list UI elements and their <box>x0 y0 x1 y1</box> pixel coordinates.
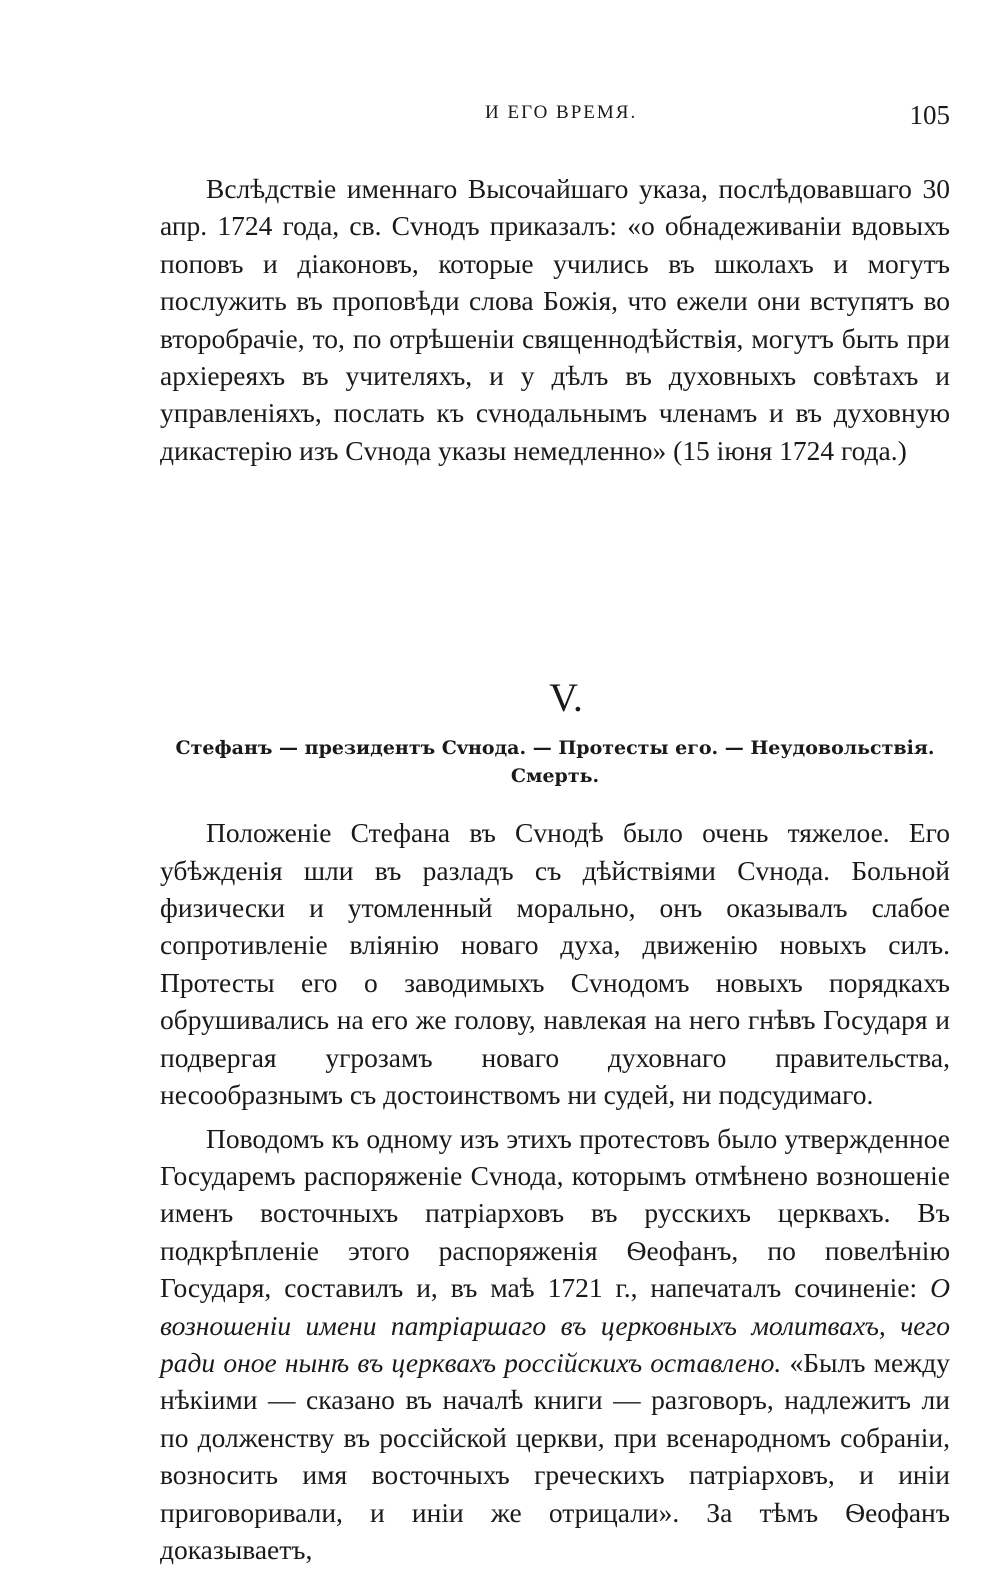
running-title: И ЕГО ВРЕМЯ. <box>485 102 638 123</box>
page-number: 105 <box>909 100 950 130</box>
paragraph-stefan-position: Положеніе Стефана въ Сvнодѣ было очень тяжелое. Его убѣжденія шли въ разладъ съ дѣйствіями Сvнода. Больной физически и утомленный морально, онъ оказывалъ слабое сопротивленіе вліянію новаго духа, движенію новыхъ силъ. Протесты его о заводимыхъ Сvнодомъ новыхъ порядкахъ обрушивались на его же голову, навлекая на него гнѣвъ Государя и подвергая угрозамъ новаго духовнаго правительства, несообразнымъ съ достоинствомъ ни судей, ни подсудимаго. <box>160 817 950 1111</box>
paragraph-decree: Вслѣдствіе именнаго Высочайшаго указа, послѣдовавшаго 30 апр. 1724 года, св. Сvнодъ приказалъ: «о обнадеживаніи вдовыхъ поповъ и діаконовъ, которые учились въ школахъ и могутъ послужить въ проповѣди слова Божія, что ежели они вступятъ во второбрачіе, то, по отрѣшеніи священнодѣйствія, могутъ быть при архіереяхъ въ учителяхъ, и у дѣлъ въ духовныхъ совѣтахъ и управленіяхъ, послать къ сvнодальнымъ членамъ и въ духовную дикастерію изъ Сvнода указы немедленно» (15 іюня 1724 года.) <box>160 173 950 466</box>
book-title-italic: О возношеніи имени патріаршаго въ церковныхъ молитвахъ, чего ради оное нынѣ въ церквахъ россійскихъ оставлено. <box>160 1272 950 1378</box>
protest-text-before: Поводомъ къ одному изъ этихъ протестовъ было утвержденное Государемъ распоряженіе Сvнода, которымъ отмѣнено возношеніе именъ восточныхъ патріарховъ въ русскихъ церквахъ. Въ подкрѣпленіе этого распоряженія Ѳеофанъ, по повелѣнію Государя, составилъ и, въ маѣ 1721 г., напечаталъ сочиненіе: <box>160 1122 950 1304</box>
protest-text-after: «Былъ между нѣкіими — сказано въ началѣ книги — разговоръ, надлежитъ ли по долженству въ россійской церкви, при всенародномъ собраніи, возносить имя восточныхъ греческихъ патріарховъ, и иніи приговоривали, и иніи же отрицали». За тѣмъ Ѳеофанъ доказываетъ, <box>160 1346 950 1565</box>
chapter-number: V. <box>549 675 583 721</box>
paragraph-protest <box>160 1120 950 1569</box>
chapter-summary-line-1: Стефанъ — президентъ Сvнода. — Протесты его. — Неудовольствія. <box>175 737 935 760</box>
chapter-summary <box>160 734 950 790</box>
page-header <box>160 100 950 136</box>
chapter-summary-line-2: Смерть. <box>510 765 600 788</box>
book-page <box>160 100 950 1568</box>
